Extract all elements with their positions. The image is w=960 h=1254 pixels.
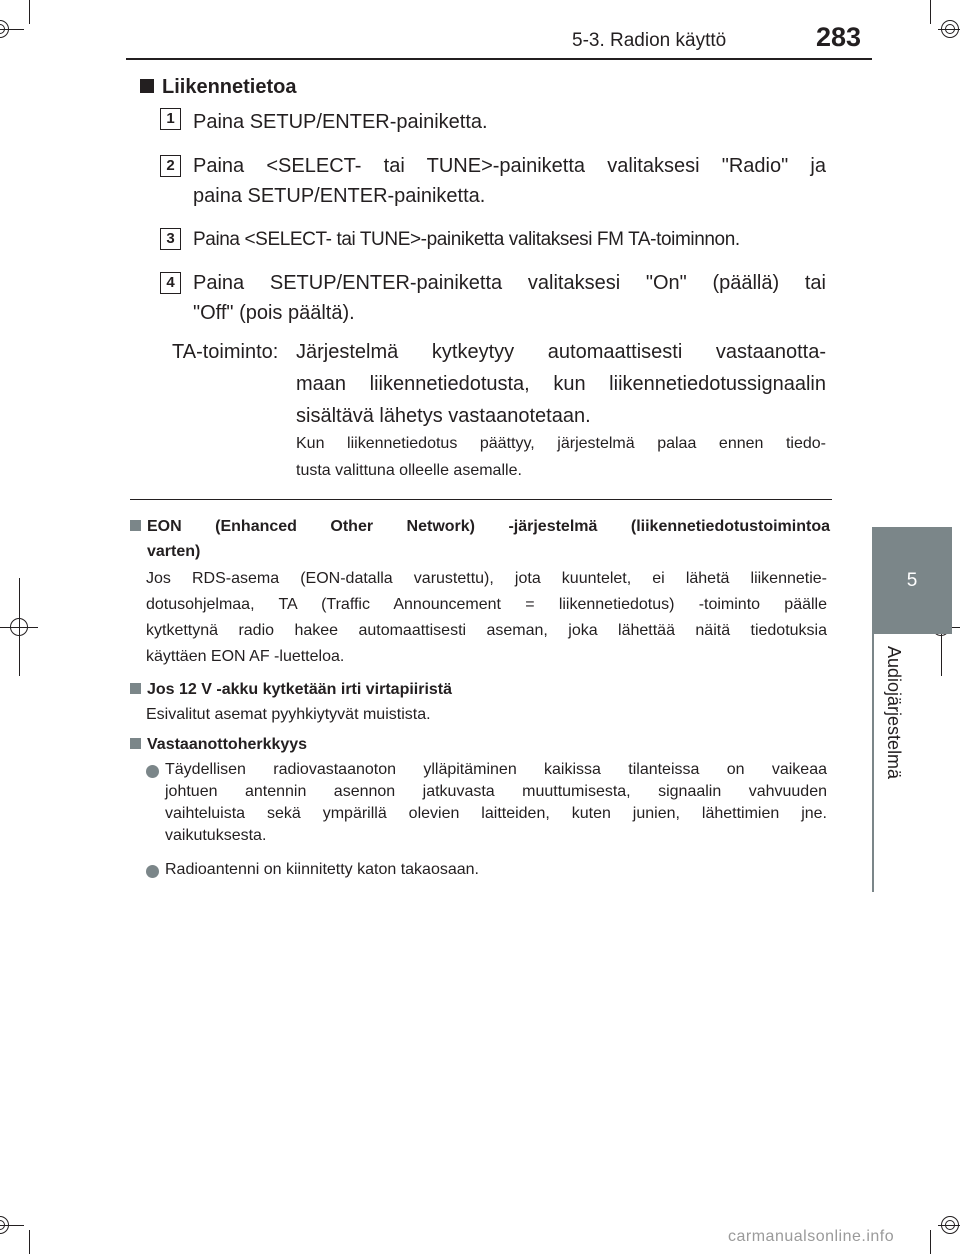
sensitivity-bullet-1 bbox=[165, 759, 827, 847]
step-2-line-1: Paina <SELECT- tai TUNE>-painiketta valitaksesi "Radio" ja bbox=[193, 155, 826, 177]
section-title: 5-3. Radion käyttö bbox=[572, 30, 727, 51]
step-3-text: Paina <SELECT- tai TUNE>-painiketta valitaksesi FM TA-toiminnon. bbox=[193, 229, 740, 250]
sensitivity-b1-line-2: johtuen antennin asennon jatkuvasta muuttumisesta, signaalin vahvuuden bbox=[165, 783, 827, 800]
chapter-tab-number: 5 bbox=[872, 527, 952, 634]
section-separator bbox=[130, 499, 832, 500]
eon-line-2: dotusohjelmaa, TA (Traffic Announcement = liikennetiedotus) -toiminto päälle bbox=[146, 596, 827, 613]
square-bullet-icon bbox=[140, 79, 154, 93]
sensitivity-title: Vastaanottoherkkyys bbox=[147, 736, 308, 753]
step-number-1: 1 bbox=[160, 108, 181, 130]
step-number-3: 3 bbox=[160, 228, 181, 250]
chapter-tab-line bbox=[872, 634, 874, 892]
battery-title: Jos 12 V -akku kytketään irti virtapiiristä bbox=[147, 681, 453, 698]
sensitivity-b1-line-1: Täydellisen radiovastaanoton ylläpitäminen kaikissa tilanteissa on vaikeaa bbox=[165, 761, 827, 778]
square-bullet-icon bbox=[130, 520, 141, 531]
square-bullet-icon bbox=[130, 738, 141, 749]
sensitivity-bullet-2: Radioantenni on kiinnitetty katon takaosaan. bbox=[165, 861, 479, 878]
eon-line-4: käyttäen EON AF -luetteloa. bbox=[146, 648, 345, 665]
circle-bullet-icon bbox=[146, 764, 165, 782]
traffic-info-heading bbox=[140, 76, 296, 99]
square-bullet-icon bbox=[130, 683, 141, 694]
battery-text: Esivalitut asemat pyyhkiytyvät muistista. bbox=[146, 706, 431, 723]
chapter-tab-label-text: Audiojärjestelmä bbox=[884, 646, 904, 780]
page-number: 283 bbox=[816, 22, 862, 52]
header-rule bbox=[126, 58, 872, 60]
ta-line-1: Järjestelmä kytkeytyy automaattisesti vastaanotta- bbox=[296, 341, 826, 363]
eon-heading bbox=[130, 514, 830, 564]
sensitivity-b1-line-3: vaihteluista sekä ympärillä olevien laitteiden, kuten junien, lähettimien jne. bbox=[165, 805, 827, 822]
ta-note-line-2: tusta valittuna olleelle asemalle. bbox=[296, 462, 522, 479]
circle-bullet-icon bbox=[146, 864, 165, 882]
ta-line-3: sisältävä lähetys vastaanotetaan. bbox=[296, 405, 591, 427]
step-number-4: 4 bbox=[160, 272, 181, 294]
step-1-text: Paina SETUP/ENTER-painiketta. bbox=[193, 111, 488, 133]
ta-function-description bbox=[296, 336, 826, 432]
battery-heading bbox=[130, 677, 452, 702]
ta-note-line-1: Kun liikennetiedotus päättyy, järjestelmä palaa ennen tiedo- bbox=[296, 435, 826, 452]
sensitivity-heading bbox=[130, 732, 307, 757]
step-number-2: 2 bbox=[160, 155, 181, 177]
eon-body bbox=[146, 566, 827, 670]
ta-function-note bbox=[296, 430, 826, 484]
ta-line-2: maan liikennetiedotusta, kun liikennetiedotussignaalin bbox=[296, 373, 826, 395]
sensitivity-b1-line-4: vaikutuksesta. bbox=[165, 827, 267, 844]
step-2-line-2: paina SETUP/ENTER-painiketta. bbox=[193, 185, 486, 207]
step-4-line-1: Paina SETUP/ENTER-painiketta valitaksesi "On" (päällä) tai bbox=[193, 272, 826, 294]
watermark-text: carmanualsonline.info bbox=[728, 1228, 895, 1245]
eon-title-line-1: EON (Enhanced Other Network) -järjestelmä (liikennetiedotustoimintoa bbox=[147, 518, 830, 535]
ta-function-label: TA-toiminto: bbox=[172, 341, 279, 363]
eon-line-1: Jos RDS-asema (EON-datalla varustettu), jota kuuntelet, ei lähetä liikennetie- bbox=[146, 570, 827, 587]
step-4-line-2: "Off" (pois päältä). bbox=[193, 302, 355, 324]
eon-title-line-2: varten) bbox=[147, 543, 201, 560]
eon-line-3: kytkettynä radio hakee automaattisesti aseman, joka lähettää näitä tiedotuksia bbox=[146, 622, 827, 639]
chapter-tab-label bbox=[884, 646, 904, 886]
traffic-info-title: Liikennetietoa bbox=[162, 76, 297, 98]
